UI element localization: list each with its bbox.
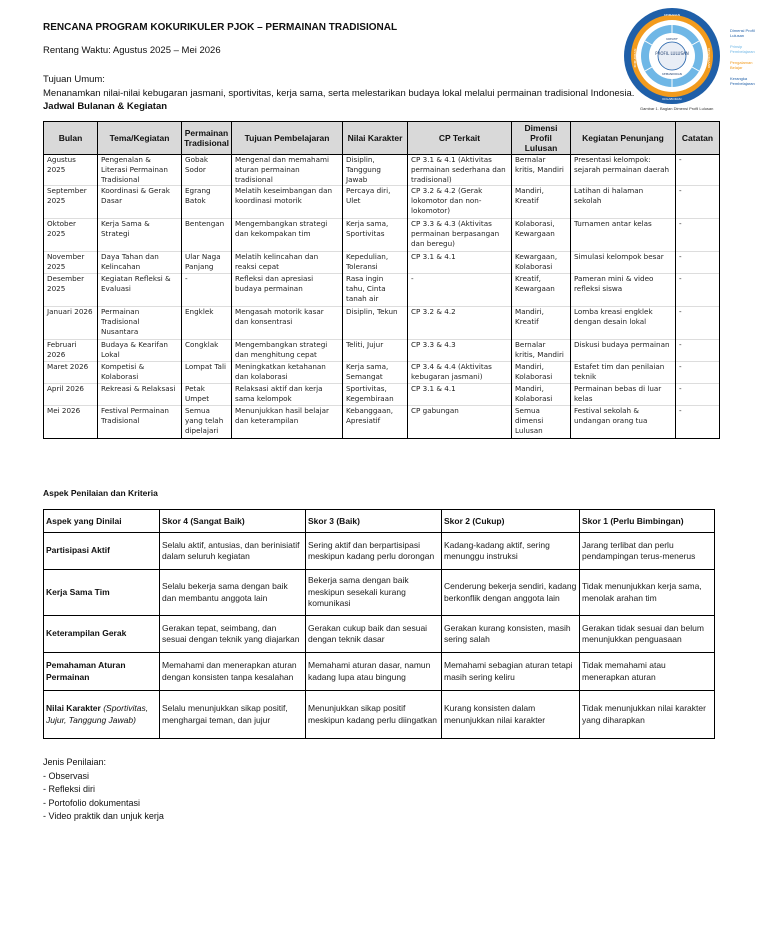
diagram-ring-label-4: KOMUNIKASI [633,48,637,68]
diagram-ring-label-1: KEIMANAN [664,13,680,17]
schedule-cell-cp: - [408,274,512,307]
assessment-cell-s3: Gerakan cukup baik dan sesuai dengan teknik dasar [306,616,442,653]
assessment-aspek [44,533,160,570]
jenis-item: - Portofolio dokumentasi [43,797,141,808]
schedule-cell-tujuan: Mengembangkan strategi dan menghitung cepat [232,340,343,362]
diagram-side-legend [730,28,760,92]
header-cp: CP Terkait [408,122,512,155]
schedule-cell-tujuan: Mengasah motorik kasar dan konsentrasi [232,307,343,340]
assessment-cell-s2: Gerakan kurang konsisten, masih sering salah [442,616,580,653]
schedule-cell-cp: CP 3.4 & 4.4 (Aktivitas kebugaran jasmani) [408,362,512,384]
tujuan-label: Tujuan Umum: [43,74,105,85]
schedule-cell-permainan: Ular Naga Panjang [182,252,232,274]
schedule-cell-permainan: Gobak Sodor [182,155,232,186]
assessment-aspek [44,653,160,691]
header-tujuan: Tujuan Pembelajaran [232,122,343,155]
schedule-cell-permainan: Egrang Batok [182,186,232,219]
schedule-cell-cp: CP 3.3 & 4.3 [408,340,512,362]
header-bulan: Bulan [44,122,98,155]
diagram-ring-label-6: KEMANDIRIAN [662,72,682,76]
schedule-cell-nilai: Kerja sama, Sportivitas [343,219,408,252]
schedule-cell-permainan: Petak Umpet [182,384,232,406]
schedule-cell-tema: Budaya & Kearifan Lokal [98,340,182,362]
assessment-row [44,653,715,691]
schedule-cell-tujuan: Meningkatkan ketahanan dan kolaborasi [232,362,343,384]
header-skor2: Skor 2 (Cukup) [442,510,580,533]
schedule-cell-bulan: April 2026 [44,384,98,406]
schedule-cell-dimensi: Kewargaan, Kolaborasi [512,252,571,274]
legend-kerangka: Kerangka Pembelajaran [730,76,755,86]
schedule-cell-dimensi: Bernalar kritis, Mandiri [512,155,571,186]
legend-prinsip: Prinsip Pembelajaran [730,44,755,54]
schedule-cell-bulan: Oktober 2025 [44,219,98,252]
assessment-cell-s3: Memahami aturan dasar, namun kadang lupa atau bingung [306,653,442,691]
schedule-cell-penunjang: Latihan di halaman sekolah [571,186,676,219]
schedule-cell-nilai: Disiplin, Tekun [343,307,408,340]
schedule-row [44,362,720,384]
assessment-cell-s1: Tidak menunjukkan kerja sama, menolak arahan tim [580,570,715,616]
assessment-aspek [44,616,160,653]
schedule-cell-catatan: - [676,362,720,384]
header-tema: Tema/Kegiatan [98,122,182,155]
header-aspek: Aspek yang Dinilai [44,510,160,533]
schedule-cell-permainan: Lompat Tali [182,362,232,384]
tujuan-text: Menanamkan nilai-nilai kebugaran jasmani, sportivitas, kerja sama, serta melestarikan budaya lokal melalui permainan tradisional Indonesia. [43,88,635,99]
assessment-row [44,570,715,616]
diagram-center-line1: PROFIL LULUSAN [655,51,689,56]
aspek-label: Kerja Sama Tim [46,586,110,597]
schedule-cell-dimensi: Kolaborasi, Kewargaan [512,219,571,252]
assessment-cell-s4: Selalu bekerja sama dengan baik dan membantu anggota lain [160,570,306,616]
assessment-table [43,509,715,739]
schedule-row [44,219,720,252]
schedule-row [44,252,720,274]
schedule-cell-nilai: Kepedulian, Toleransi [343,252,408,274]
assessment-header-row [44,510,715,533]
schedule-cell-tujuan: Mengenal dan memahami aturan permainan tradisional [232,155,343,186]
schedule-row [44,307,720,340]
schedule-cell-nilai: Disiplin, Tanggung Jawab [343,155,408,186]
schedule-cell-catatan: - [676,384,720,406]
jenis-penilaian [43,756,164,824]
schedule-row [44,384,720,406]
jenis-item: - Video praktik dan unjuk kerja [43,811,164,821]
schedule-cell-tujuan: Melatih keseimbangan dan koordinasi motorik [232,186,343,219]
schedule-cell-dimensi: Mandiri, Kolaborasi [512,384,571,406]
schedule-cell-tema: Rekreasi & Relaksasi [98,384,182,406]
schedule-cell-penunjang: Simulasi kelompok besar [571,252,676,274]
assessment-cell-s3: Menunjukkan sikap positif meskipun kadang perlu diingatkan [306,691,442,739]
aspek-label: Keterampilan Gerak [46,628,127,639]
schedule-cell-bulan: Maret 2026 [44,362,98,384]
assessment-cell-s1: Tidak memahami atau menerapkan aturan [580,653,715,691]
schedule-cell-bulan: Februari 2026 [44,340,98,362]
schedule-cell-permainan: Engklek [182,307,232,340]
header-skor4: Skor 4 (Sangat Baik) [160,510,306,533]
schedule-cell-dimensi: Mandiri, Kolaborasi [512,362,571,384]
schedule-cell-cp: CP gabungan [408,406,512,439]
schedule-row [44,340,720,362]
schedule-cell-penunjang: Lomba kreasi engklek dengan desain lokal [571,307,676,340]
schedule-cell-tema: Koordinasi & Gerak Dasar [98,186,182,219]
schedule-cell-tujuan: Relaksasi aktif dan kerja sama kelompok [232,384,343,406]
header-skor3: Skor 3 (Baik) [306,510,442,533]
schedule-header-row [44,122,720,155]
schedule-cell-nilai: Sportivitas, Kegembiraan [343,384,408,406]
aspek-label: Partisipasi Aktif [46,545,110,556]
header-penunjang: Kegiatan Penunjang [571,122,676,155]
schedule-cell-cp: CP 3.1 & 4.1 [408,384,512,406]
schedule-cell-penunjang: Estafet tim dan penilaian teknik [571,362,676,384]
legend-pengalaman: Pengalaman Belajar [730,60,753,70]
schedule-cell-cp: CP 3.1 & 4.1 [408,252,512,274]
schedule-cell-catatan: - [676,274,720,307]
diagram-ring-label-2: KEWARGAAN [707,48,711,68]
assessment-cell-s4: Selalu aktif, antusias, dan berinisiatif dalam seluruh kegiatan [160,533,306,570]
schedule-cell-permainan: Congklak [182,340,232,362]
schedule-cell-tujuan: Mengembangkan strategi dan kekompakan tim [232,219,343,252]
assessment-cell-s3: Bekerja sama dengan baik meskipun sesekali kurang komunikasi [306,570,442,616]
assessment-cell-s4: Memahami dan menerapkan aturan dengan konsisten tanpa kesalahan [160,653,306,691]
schedule-cell-tema: Pengenalan & Literasi Permainan Tradisional [98,155,182,186]
schedule-cell-catatan: - [676,186,720,219]
assessment-aspek [44,691,160,739]
schedule-cell-cp: CP 3.2 & 4.2 [408,307,512,340]
schedule-cell-bulan: Januari 2026 [44,307,98,340]
assessment-row [44,533,715,570]
assessment-aspek [44,570,160,616]
header-dimensi: Dimensi Profil Lulusan [512,122,571,155]
schedule-cell-dimensi: Mandiri, Kreatif [512,307,571,340]
assessment-cell-s4: Selalu menunjukkan sikap positif, menghargai teman, dan jujur [160,691,306,739]
jenis-item: - Refleksi diri [43,784,96,794]
diagram-ring-label-5: KREATIF [666,37,678,41]
schedule-cell-tujuan: Refleksi dan apresiasi budaya permainan [232,274,343,307]
aspek-label: Pemahaman Aturan Permainan [46,660,126,682]
schedule-cell-bulan: Mei 2026 [44,406,98,439]
jenis-item: - Observasi [43,770,90,781]
schedule-cell-dimensi: Bernalar kritis, Mandiri [512,340,571,362]
schedule-cell-catatan: - [676,155,720,186]
jenis-label: Jenis Penilaian: [43,757,107,767]
jadwal-heading: Jadwal Bulanan & Kegiatan [43,101,168,112]
schedule-cell-penunjang: Permainan bebas di luar kelas [571,384,676,406]
schedule-cell-penunjang: Festival sekolah & undangan orang tua [571,406,676,439]
aspek-heading: Aspek Penilaian dan Kriteria [43,488,158,498]
schedule-cell-tujuan: Melatih kelincahan dan reaksi cepat [232,252,343,274]
schedule-cell-bulan: September 2025 [44,186,98,219]
assessment-cell-s2: Memahami sebagian aturan tetapi masih sering keliru [442,653,580,691]
schedule-cell-cp: CP 3.1 & 4.1 (Aktivitas permainan sederhana dan tradisional) [408,155,512,186]
schedule-cell-permainan: Bentengan [182,219,232,252]
assessment-cell-s4: Gerakan tepat, seimbang, dan sesuai dengan teknik yang diajarkan [160,616,306,653]
header-skor1: Skor 1 (Perlu Bimbingan) [580,510,715,533]
schedule-cell-dimensi: Mandiri, Kreatif [512,186,571,219]
profil-lulusan-diagram [615,6,730,106]
schedule-row [44,406,720,439]
schedule-cell-tema: Festival Permainan Tradisional [98,406,182,439]
schedule-cell-tema: Kegiatan Refleksi & Evaluasi [98,274,182,307]
schedule-cell-catatan: - [676,307,720,340]
schedule-cell-catatan: - [676,340,720,362]
schedule-cell-catatan: - [676,252,720,274]
schedule-cell-penunjang: Pameran mini & video refleksi siswa [571,274,676,307]
legend-dimensi: Dimensi Profil Lulusan [730,28,755,38]
schedule-cell-penunjang: Presentasi kelompok: sejarah permainan daerah [571,155,676,186]
diagram-caption: Gambar 1. Bagian Dimensi Profil Lulusan [640,106,714,111]
schedule-row [44,186,720,219]
schedule-cell-penunjang: Diskusi budaya permainan [571,340,676,362]
header-nilai: Nilai Karakter [343,122,408,155]
schedule-cell-bulan: November 2025 [44,252,98,274]
rentang-waktu: Rentang Waktu: Agustus 2025 – Mei 2026 [43,45,221,56]
header-permainan: Permainan Tradisional [182,122,232,155]
schedule-cell-bulan: Desember 2025 [44,274,98,307]
assessment-cell-s1: Gerakan tidak sesuai dan belum menunjukkan penguasaan [580,616,715,653]
schedule-cell-tema: Daya Tahan dan Kelincahan [98,252,182,274]
schedule-cell-tema: Kompetisi & Kolaborasi [98,362,182,384]
aspek-label: Nilai Karakter [46,703,101,713]
assessment-row [44,691,715,739]
schedule-cell-tema: Permainan Tradisional Nusantara [98,307,182,340]
assessment-cell-s2: Kadang-kadang aktif, sering menunggu instruksi [442,533,580,570]
assessment-row [44,616,715,653]
schedule-cell-tema: Kerja Sama & Strategi [98,219,182,252]
schedule-cell-catatan: - [676,219,720,252]
schedule-cell-nilai: Teliti, Jujur [343,340,408,362]
schedule-cell-catatan: - [676,406,720,439]
schedule-cell-nilai: Rasa ingin tahu, Cinta tanah air [343,274,408,307]
schedule-cell-dimensi: Kreatif, Kewargaan [512,274,571,307]
schedule-cell-dimensi: Semua dimensi Lulusan [512,406,571,439]
assessment-cell-s1: Tidak menunjukkan nilai karakter yang diharapkan [580,691,715,739]
assessment-cell-s3: Sering aktif dan berpartisipasi meskipun kadang perlu dorongan [306,533,442,570]
schedule-cell-permainan: - [182,274,232,307]
schedule-row [44,155,720,186]
document-title: RENCANA PROGRAM KOKURIKULER PJOK – PERMAINAN TRADISIONAL [43,22,398,33]
schedule-cell-permainan: Semua yang telah dipelajari [182,406,232,439]
header-catatan: Catatan [676,122,720,155]
aspek-sublabel: (Sportivitas, Jujur, Tanggung Jawab) [46,703,149,725]
schedule-cell-nilai: Percaya diri, Ulet [343,186,408,219]
schedule-row [44,274,720,307]
schedule-cell-bulan: Agustus 2025 [44,155,98,186]
diagram-ring-label-3: KOLABORASI [662,97,682,101]
assessment-cell-s1: Jarang terlibat dan perlu pendampingan terus-menerus [580,533,715,570]
assessment-cell-s2: Kurang konsisten dalam menunjukkan nilai karakter [442,691,580,739]
schedule-cell-nilai: Kebanggaan, Apresiatif [343,406,408,439]
schedule-cell-nilai: Kerja sama, Semangat [343,362,408,384]
schedule-table [43,121,720,439]
schedule-cell-cp: CP 3.2 & 4.2 (Gerak lokomotor dan non-lokomotor) [408,186,512,219]
schedule-cell-cp: CP 3.3 & 4.3 (Aktivitas permainan berpasangan dan beregu) [408,219,512,252]
assessment-cell-s2: Cenderung bekerja sendiri, kadang berkonflik dengan anggota lain [442,570,580,616]
schedule-cell-penunjang: Turnamen antar kelas [571,219,676,252]
schedule-cell-tujuan: Menunjukkan hasil belajar dan keterampilan [232,406,343,439]
